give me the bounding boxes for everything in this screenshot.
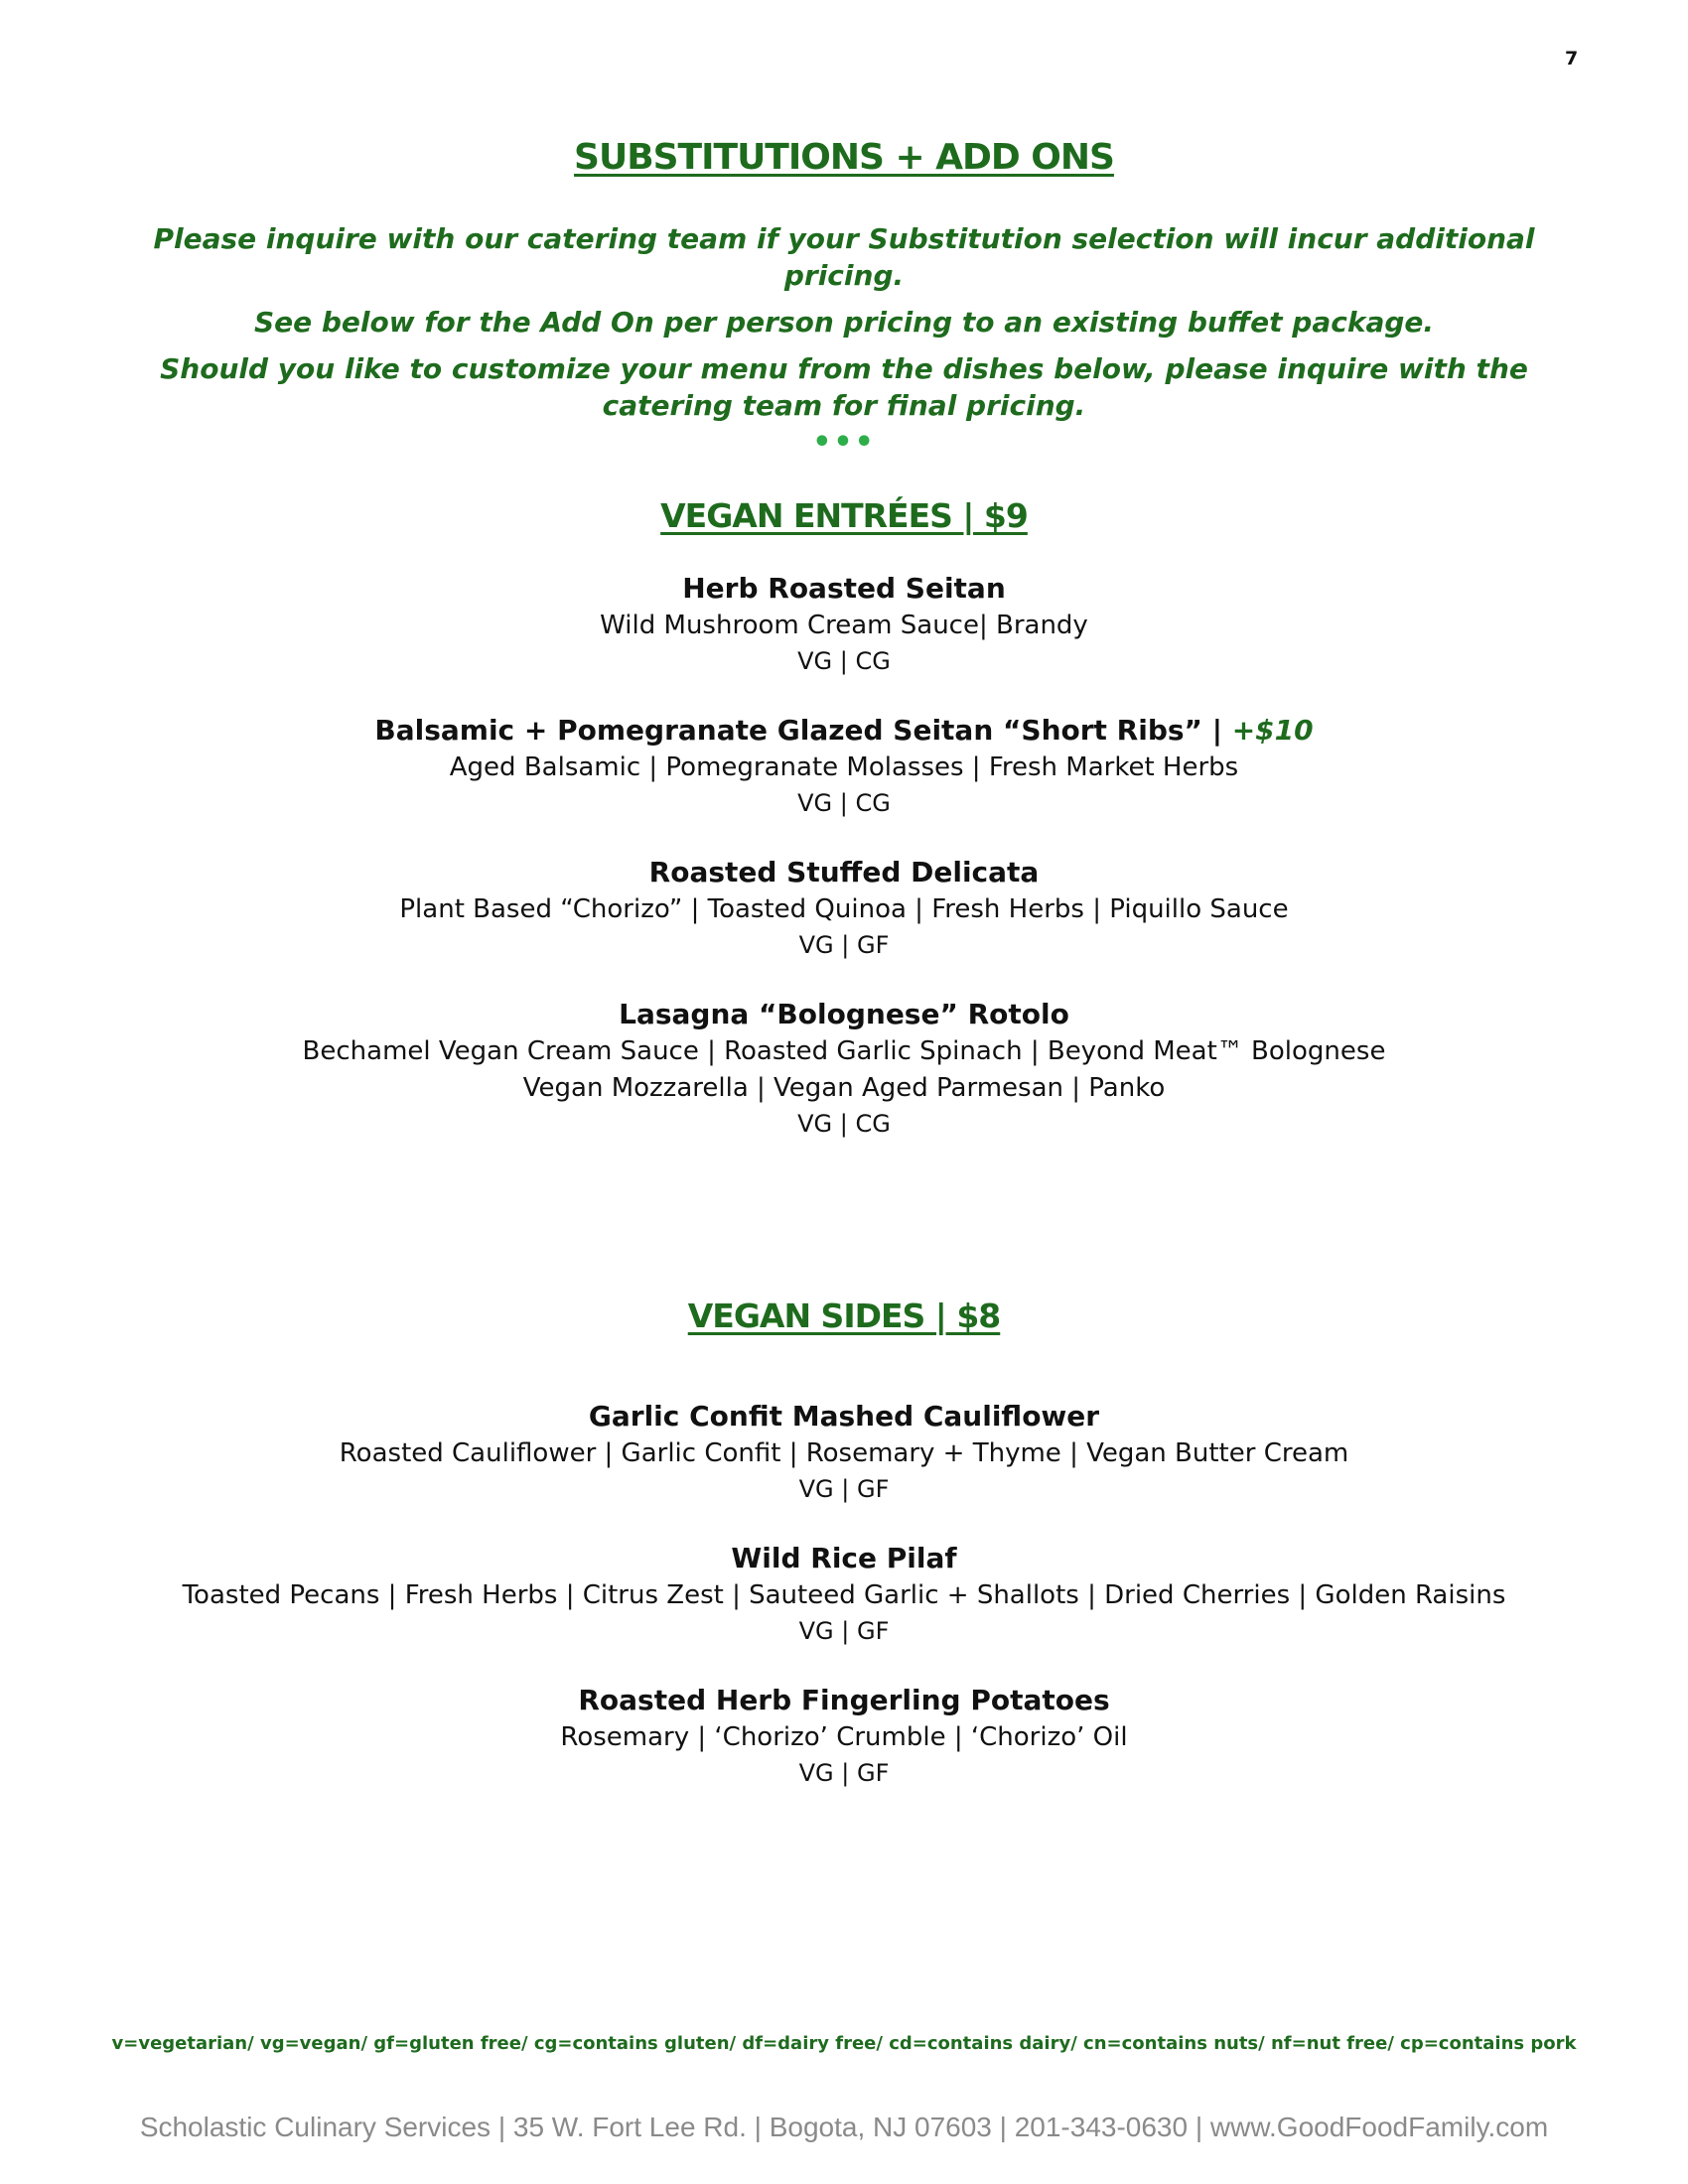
menu-item [0, 570, 1688, 678]
intro-line: Please inquire with our catering team if your Substitution selection will incur additional pricing. [153, 222, 1535, 292]
item-description: Bechamel Vegan Cream Sauce | Roasted Garlic Spinach | Beyond Meat™ Bolognese [302, 1036, 1386, 1066]
item-dietary-tags: VG | GF [798, 1759, 890, 1787]
item-description: Toasted Pecans | Fresh Herbs | Citrus Zest | Sauteed Garlic + Shallots | Dried Cherries | Golden Raisins [182, 1580, 1506, 1610]
item-dietary-tags: VG | CG [797, 789, 891, 817]
item-name-line [0, 1398, 1688, 1435]
item-name: Garlic Confit Mashed Cauliflower [588, 1400, 1100, 1433]
page-title: SUBSTITUTIONS + ADD ONS [574, 137, 1114, 178]
menu-item [0, 996, 1688, 1141]
item-description: Rosemary | ‘Chorizo’ Crumble | ‘Chorizo’ Oil [560, 1722, 1128, 1752]
item-dietary-tags: VG | GF [798, 1475, 890, 1503]
item-dietary-tags: VG | CG [797, 1110, 891, 1138]
menu-item [0, 854, 1688, 962]
intro-text [109, 220, 1579, 434]
page-footer: Scholastic Culinary Services | 35 W. Fort Lee Rd. | Bogota, NJ 07603 | 201-343-0630 | www.GoodFoodFamily.com [139, 2112, 1549, 2142]
item-description: Roasted Cauliflower | Garlic Confit | Rosemary + Thyme | Vegan Butter Cream [339, 1438, 1349, 1468]
divider-dots: ••• [812, 425, 876, 460]
item-name-line [0, 996, 1688, 1033]
item-description: Plant Based “Chorizo” | Toasted Quinoa | Fresh Herbs | Piquillo Sauce [399, 894, 1289, 924]
menu-item [0, 1540, 1688, 1648]
item-dietary-tags: VG | GF [798, 1617, 890, 1645]
item-price: +$10 [1231, 714, 1314, 747]
item-name-line [0, 854, 1688, 891]
item-dietary-tags: VG | GF [798, 931, 890, 959]
page-number: 7 [1565, 48, 1579, 69]
section-title-vegan-entrees: VEGAN ENTRÉES | $9 [660, 496, 1028, 535]
vegan-sides-list [0, 1398, 1688, 1824]
menu-item [0, 1682, 1688, 1790]
item-name-line [0, 570, 1688, 608]
menu-item [0, 1398, 1688, 1506]
item-name: Balsamic + Pomegranate Glazed Seitan “Short Ribs” | [374, 714, 1232, 747]
section-title-vegan-sides: VEGAN SIDES | $8 [687, 1297, 1001, 1335]
intro-line: See below for the Add On per person pricing to an existing buffet package. [253, 306, 1435, 339]
vegan-entrees-list [0, 570, 1688, 1174]
item-description: Vegan Mozzarella | Vegan Aged Parmesan | Panko [522, 1073, 1166, 1103]
item-name-line [0, 1682, 1688, 1719]
item-name: Roasted Stuffed Delicata [648, 856, 1040, 888]
item-name: Herb Roasted Seitan [682, 572, 1006, 605]
item-name-line [0, 1540, 1688, 1577]
dietary-legend: v=vegetarian/ vg=vegan/ gf=gluten free/ cg=contains gluten/ df=dairy free/ cd=contains dairy/ cn=contains nuts/ nf=nut free/ cp=contains pork [111, 2033, 1577, 2054]
item-dietary-tags: VG | CG [797, 647, 891, 675]
item-name: Roasted Herb Fingerling Potatoes [578, 1684, 1110, 1716]
item-description: Wild Mushroom Cream Sauce| Brandy [600, 611, 1088, 640]
intro-line: Should you like to customize your menu from the dishes below, please inquire with the catering team for final pricing. [160, 352, 1528, 422]
menu-item [0, 712, 1688, 820]
item-name-line [0, 712, 1688, 750]
item-description: Aged Balsamic | Pomegranate Molasses | Fresh Market Herbs [449, 752, 1239, 782]
item-name: Wild Rice Pilaf [731, 1542, 957, 1574]
item-name: Lasagna “Bolognese” Rotolo [619, 998, 1069, 1030]
